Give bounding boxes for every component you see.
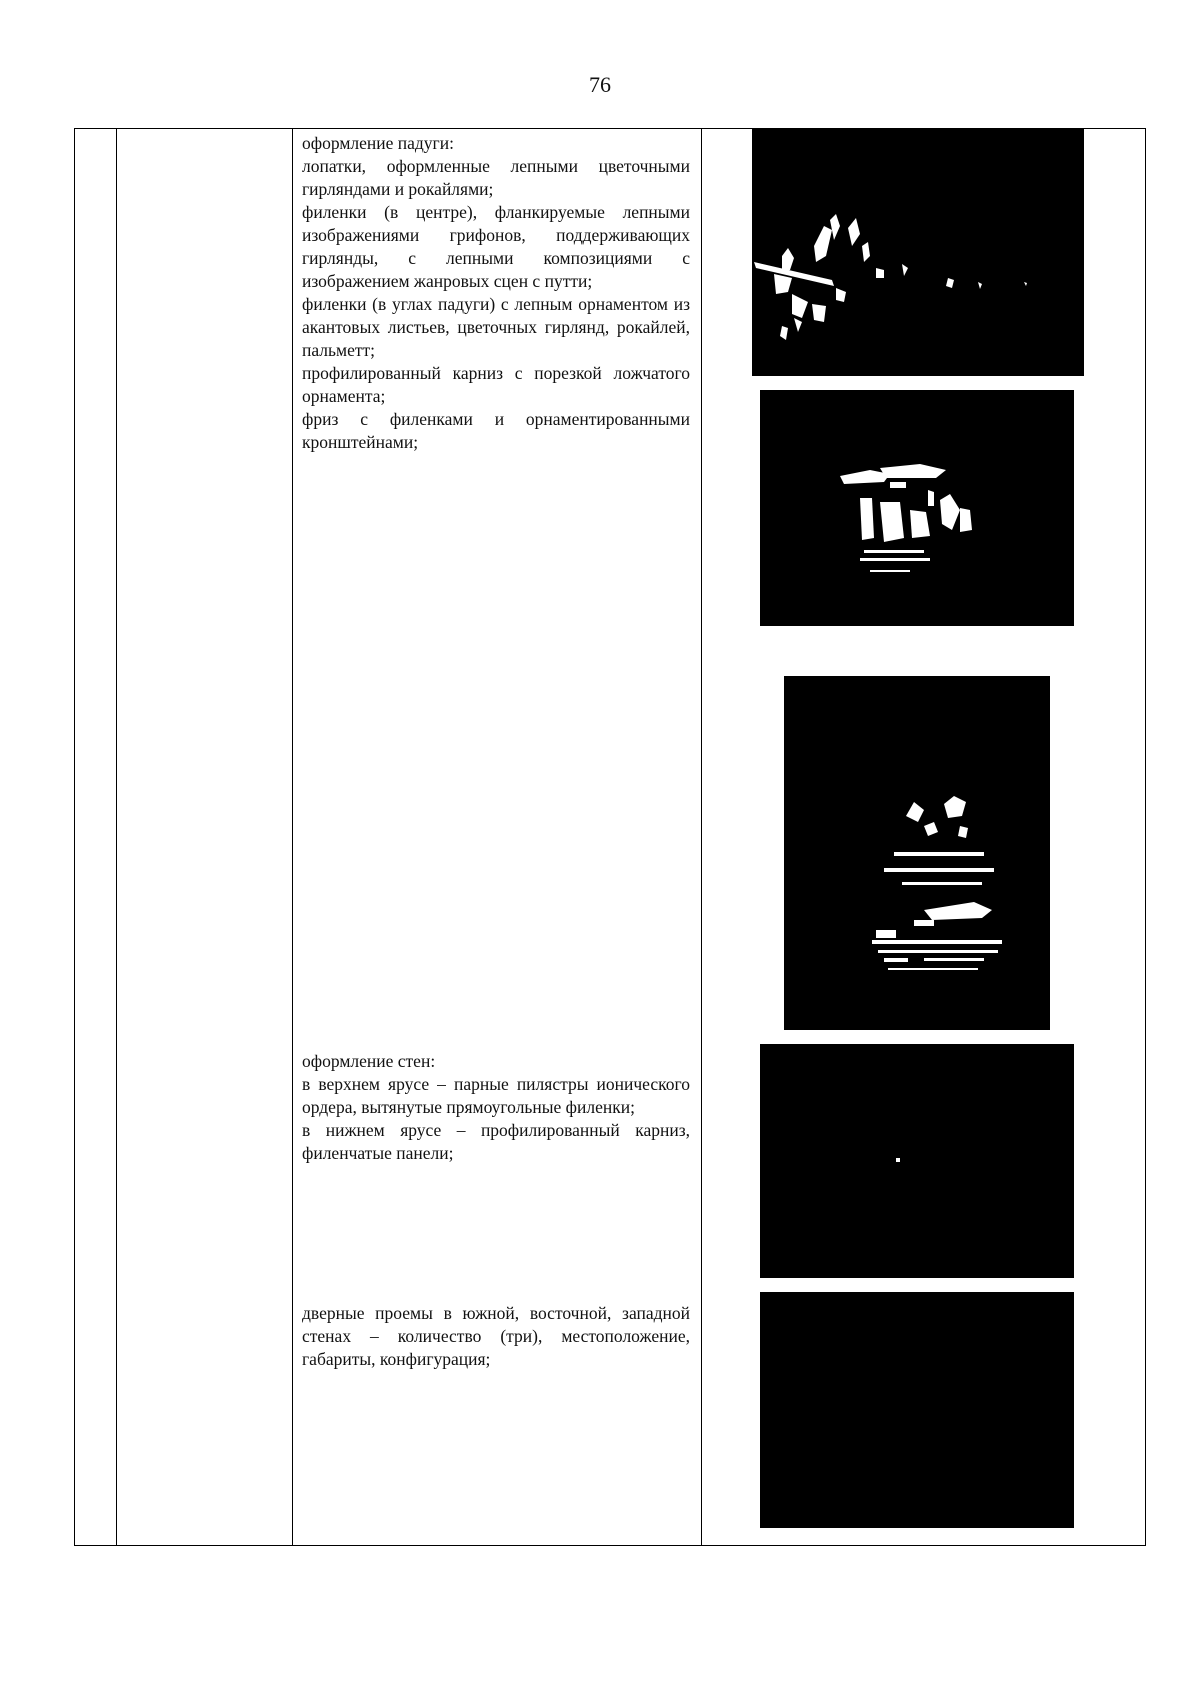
description-arch — [302, 132, 690, 454]
arch-heading: оформление падуги: — [302, 133, 454, 153]
photo-arch-detail-3 — [784, 676, 1050, 1030]
column-divider-1 — [116, 128, 117, 1546]
photo-walls-image — [760, 1044, 1074, 1278]
column-divider-3 — [701, 128, 702, 1546]
page-number: 76 — [589, 72, 611, 97]
photo-arch-detail-2-image — [760, 390, 1074, 626]
walls-heading: оформление стен: — [302, 1051, 436, 1071]
arch-item-pilasters: лопатки, оформленные лепными цветочными гирляндами и рокайлями; — [302, 156, 690, 199]
photo-arch-detail-1 — [752, 128, 1084, 376]
photo-arch-detail-2 — [760, 390, 1074, 626]
photo-doors — [760, 1292, 1074, 1528]
doors-item: дверные проемы в южной, восточной, западной стенах – количество (три), местоположение, габариты, конфигурация; — [302, 1303, 690, 1369]
column-divider-2 — [292, 128, 293, 1546]
arch-item-cornice: профилированный карниз с порезкой ложчатого орнамента; — [302, 363, 690, 406]
photo-arch-detail-1-image — [752, 128, 1084, 376]
walls-item-upper: в верхнем ярусе – парные пилястры ионического ордера, вытянутые прямоугольные филенки; — [302, 1074, 690, 1117]
arch-item-panels-corners: филенки (в углах падуги) с лепным орнаментом из акантовых листьев, цветочных гирлянд, рокайлей, пальметт; — [302, 294, 690, 360]
arch-item-panels-center: филенки (в центре), фланкируемые лепными изображениями грифонов, поддерживающих гирлянды, с лепными композициями с изображением жанровых сцен с путти; — [302, 202, 690, 291]
description-walls — [302, 1050, 690, 1165]
photo-arch-detail-3-image — [784, 676, 1050, 1030]
description-doors — [302, 1302, 690, 1371]
photo-walls — [760, 1044, 1074, 1278]
arch-item-frieze: фриз с филенками и орнаментированными кронштейнами; — [302, 409, 690, 452]
walls-item-lower: в нижнем ярусе – профилированный карниз, филенчатые панели; — [302, 1120, 690, 1163]
photo-doors-image — [760, 1292, 1074, 1528]
